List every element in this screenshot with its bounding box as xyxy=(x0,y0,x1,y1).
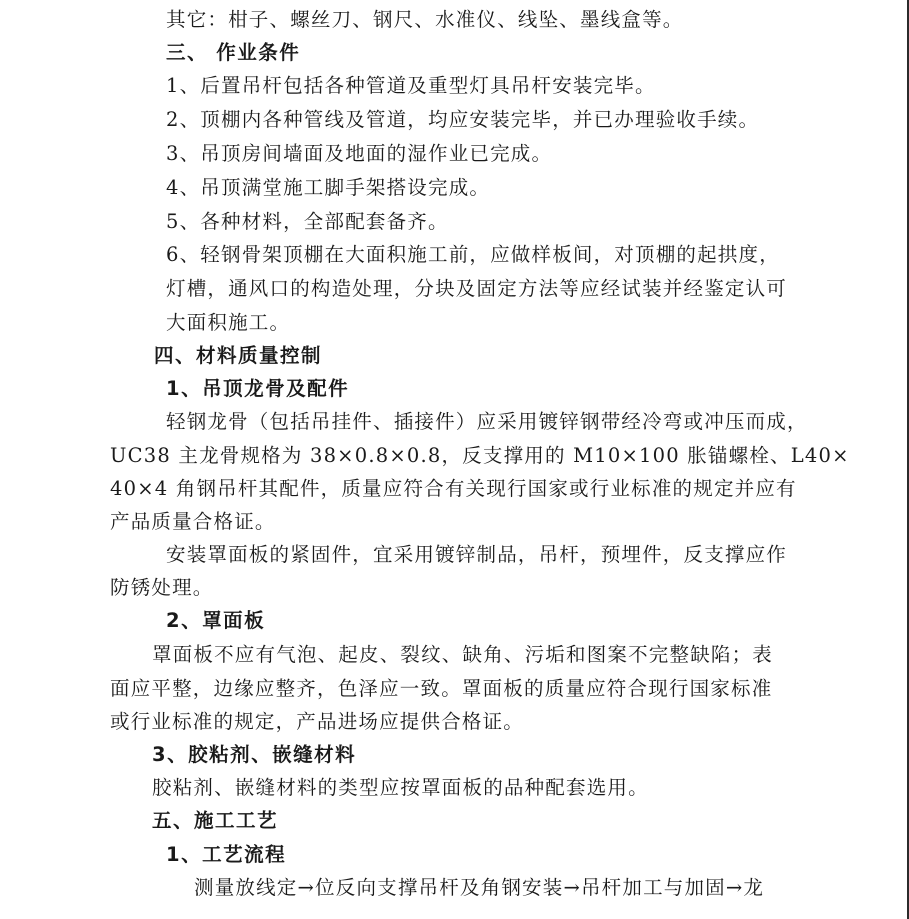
text-line: 安装罩面板的紧固件，宜采用镀锌制品，吊杆，预埋件，反支撑应作 xyxy=(166,543,788,566)
subsection-heading: 2、罩面板 xyxy=(166,609,266,632)
text-line: 2、顶棚内各种管线及管道，均应安装完毕，并已办理验收手续。 xyxy=(166,108,760,131)
text-line: 胶粘剂、嵌缝材料的类型应按罩面板的品种配套选用。 xyxy=(152,776,649,799)
subsection-heading: 1、工艺流程 xyxy=(166,843,287,866)
text-line: 1、后置吊杆包括各种管道及重型灯具吊杆安装完毕。 xyxy=(166,74,656,97)
text-line: 4、吊顶满堂施工脚手架搭设完成。 xyxy=(166,176,491,199)
text-line: 其它：柑子、螺丝刀、钢尺、水准仪、线坠、墨线盒等。 xyxy=(166,8,684,31)
text-line: 3、吊顶房间墙面及地面的湿作业已完成。 xyxy=(166,142,553,165)
subsection-heading: 1、吊顶龙骨及配件 xyxy=(166,377,350,400)
text-line: UC38 主龙骨规格为 38×0.8×0.8，反支撑用的 M10×100 胀锚螺栓、L40× xyxy=(110,444,850,467)
text-line: 测量放线定→位反向支撑吊杆及角钢安装→吊杆加工与加固→龙 xyxy=(194,876,765,899)
section-heading: 五、施工工艺 xyxy=(152,809,279,832)
section-heading: 四、材料质量控制 xyxy=(154,344,323,367)
text-line: 产品质量合格证。 xyxy=(110,510,276,533)
text-line: 灯槽，通风口的构造处理，分块及固定方法等应经试装并经鉴定认可 xyxy=(166,277,788,300)
text-line: 6、轻钢骨架顶棚在大面积施工前，应做样板间，对顶棚的起拱度， xyxy=(166,243,780,266)
text-line: 轻钢龙骨（包括吊挂件、插接件）应采用镀锌钢带经冷弯或冲压而成， xyxy=(166,410,808,433)
text-line: 40×4 角钢吊杆其配件，质量应符合有关现行国家或行业标准的规定并应有 xyxy=(110,477,797,500)
text-line: 罩面板不应有气泡、起皮、裂纹、缺角、污垢和图案不完整缺陷；表 xyxy=(152,643,774,666)
subsection-heading: 3、胶粘剂、嵌缝材料 xyxy=(152,743,357,766)
text-line: 5、各种材料，全部配套备齐。 xyxy=(166,210,449,233)
text-line: 面应平整，边缘应整齐，色泽应一致。罩面板的质量应符合现行国家标准 xyxy=(110,677,773,700)
text-line: 或行业标准的规定，产品进场应提供合格证。 xyxy=(110,710,525,733)
section-heading: 三、 作业条件 xyxy=(166,41,301,64)
text-line: 大面积施工。 xyxy=(166,311,291,334)
text-line: 防锈处理。 xyxy=(110,576,214,599)
